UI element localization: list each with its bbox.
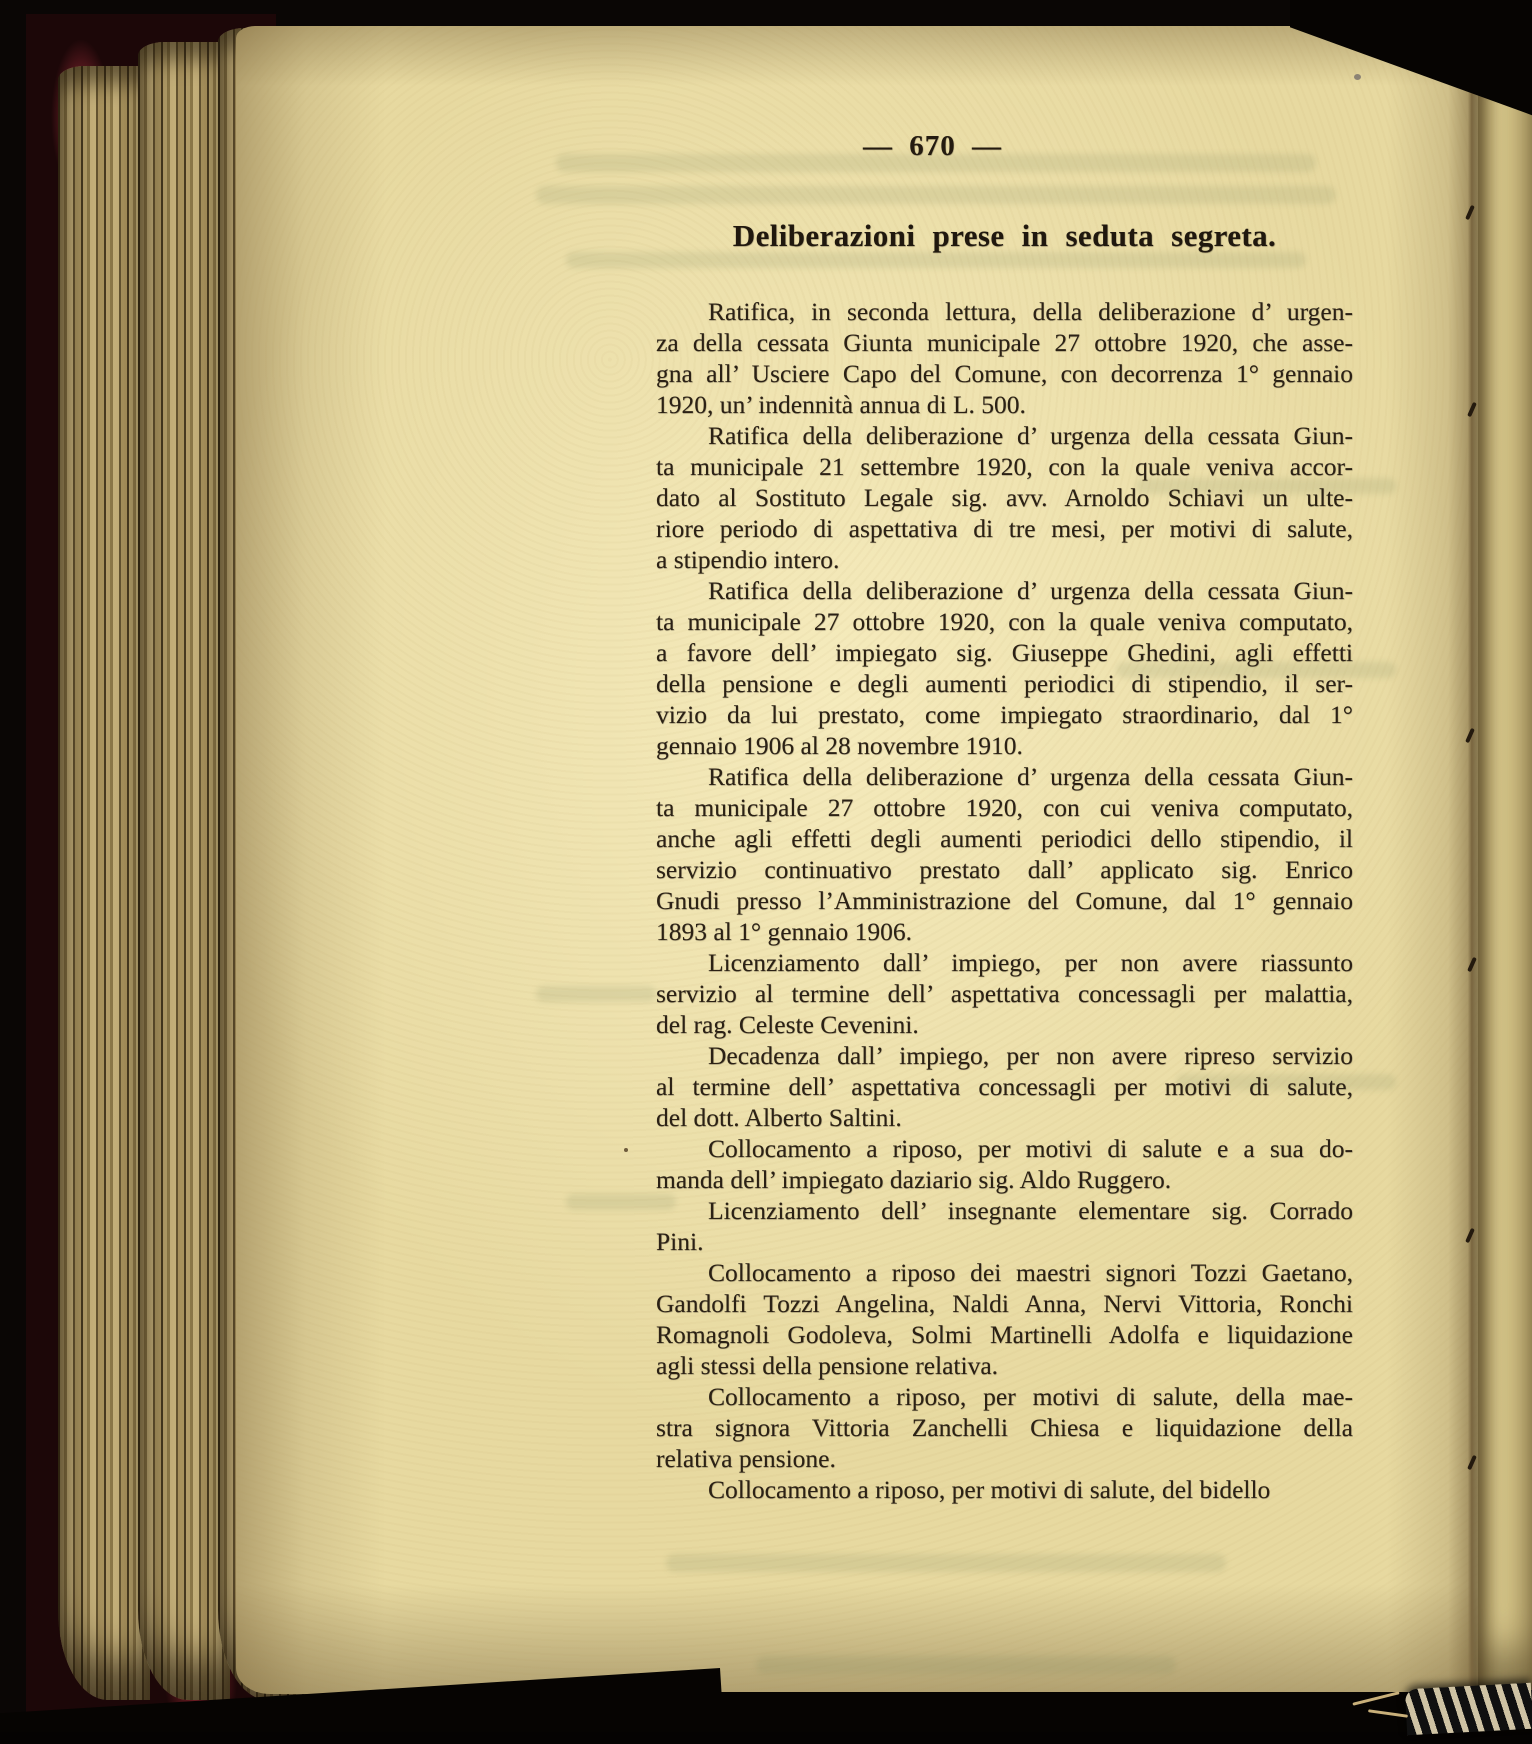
text-line: stra signora Vittoria Zanchelli Chiesa e liquidazione della [656,1413,1353,1442]
section-heading: Deliberazioni prese in seduta segreta. [732,218,1277,253]
text-line: Collocamento a riposo, per motivi di salute e a sua do- [708,1134,1353,1163]
text-line: Licenziamento dall’ impiego, per non avere riassunto [708,948,1353,977]
paper-speck [624,1148,628,1152]
headband [1405,1683,1532,1736]
page-number: — 670 — [863,130,1002,162]
page-edge-stack [138,42,230,1700]
bottom-shadow [0,1732,1532,1744]
paragraph [656,1040,1353,1133]
text-line: relativa pensione. [656,1444,836,1473]
text-line: za della cessata Giunta municipale 27 ottobre 1920, che asse- [656,328,1353,357]
text-line: riore periodo di aspettativa di tre mesi, per motivi di salute, [656,514,1353,543]
text-line: Romagnoli Godoleva, Solmi Martinelli Adolfa e liquidazione [656,1320,1353,1349]
text-line: al termine dell’ aspettativa concessagli per motivi di salute, [656,1072,1353,1101]
text-line: 1893 al 1° gennaio 1906. [656,917,912,946]
text-line: gna all’ Usciere Capo del Comune, con decorrenza 1° gennaio [656,359,1353,388]
paragraph [656,420,1353,575]
text-line: Licenziamento dell’ insegnante elementare sig. Corrado [708,1196,1353,1225]
text-line: Collocamento a riposo, per motivi di salute, del bidello [708,1475,1271,1504]
paragraph [656,1381,1353,1474]
text-line: ta municipale 21 settembre 1920, con la quale veniva accor- [656,452,1353,481]
text-line: Collocamento a riposo, per motivi di salute, della mae- [708,1382,1353,1411]
paragraph [656,1257,1353,1381]
text-line: Gandolfi Tozzi Angelina, Naldi Anna, Nervi Vittoria, Ronchi [656,1289,1353,1318]
text-line: a favore dell’ impiegato sig. Giuseppe Ghedini, agli effetti [656,638,1353,667]
text-line: Gnudi presso l’Amministrazione del Comune, dal 1° gennaio [656,886,1353,915]
page-edge-stack [58,66,150,1700]
text-line: del dott. Alberto Saltini. [656,1103,902,1132]
text-line: agli stessi della pensione relativa. [656,1351,999,1380]
text-line: Ratifica della deliberazione d’ urgenza della cessata Giun- [708,762,1353,791]
show-through-line [536,186,1336,204]
text-line: servizio al termine dell’ aspettativa concessagli per malattia, [656,979,1353,1008]
text-line: Decadenza dall’ impiego, per non avere ripreso servizio [708,1041,1353,1070]
paragraph [656,296,1353,420]
text-line: servizio continuativo prestato dall’ applicato sig. Enrico [656,855,1353,884]
paragraph [656,575,1353,761]
body-text [656,296,1353,1505]
text-line: dato al Sostituto Legale sig. avv. Arnoldo Schiavi un ulte- [656,483,1353,512]
paragraph [656,1474,1353,1505]
text-line: gennaio 1906 al 28 novembre 1910. [656,731,1023,760]
text-line: ta municipale 27 ottobre 1920, con cui veniva computato, [656,793,1353,822]
paragraph [656,1133,1353,1195]
text-line: vizio da lui prestato, come impiegato straordinario, dal 1° [656,700,1353,729]
text-line: Ratifica della deliberazione d’ urgenza della cessata Giun- [708,421,1353,450]
show-through-line [566,252,1306,268]
show-through-line [666,1554,1226,1572]
text-line: manda dell’ impiegato daziario sig. Aldo Ruggero. [656,1165,1172,1194]
paragraph [656,1195,1353,1257]
text-line: anche agli effetti degli aumenti periodici dello stipendio, il [656,824,1353,853]
text-line: 1920, un’ indennità annua di L. 500. [656,390,1026,419]
paper-speck [1354,74,1361,80]
adjacent-page-edge [1478,40,1532,1690]
main-page [236,26,1482,1694]
text-line: Ratifica della deliberazione d’ urgenza della cessata Giun- [708,576,1353,605]
text-line: della pensione e degli aumenti periodici di stipendio, il ser- [656,669,1353,698]
paragraph [656,947,1353,1040]
text-line: Collocamento a riposo dei maestri signori Tozzi Gaetano, [708,1258,1353,1287]
text-line: Ratifica, in seconda lettura, della deliberazione d’ urgen- [708,297,1353,326]
text-line: Pini. [656,1227,704,1256]
show-through-line [756,1656,1176,1674]
text-line: a stipendio intero. [656,545,840,574]
show-through-line [536,986,656,1002]
text-line: del rag. Celeste Cevenini. [656,1010,919,1039]
paragraph [656,761,1353,947]
text-line: ta municipale 27 ottobre 1920, con la quale veniva computato, [656,607,1353,636]
